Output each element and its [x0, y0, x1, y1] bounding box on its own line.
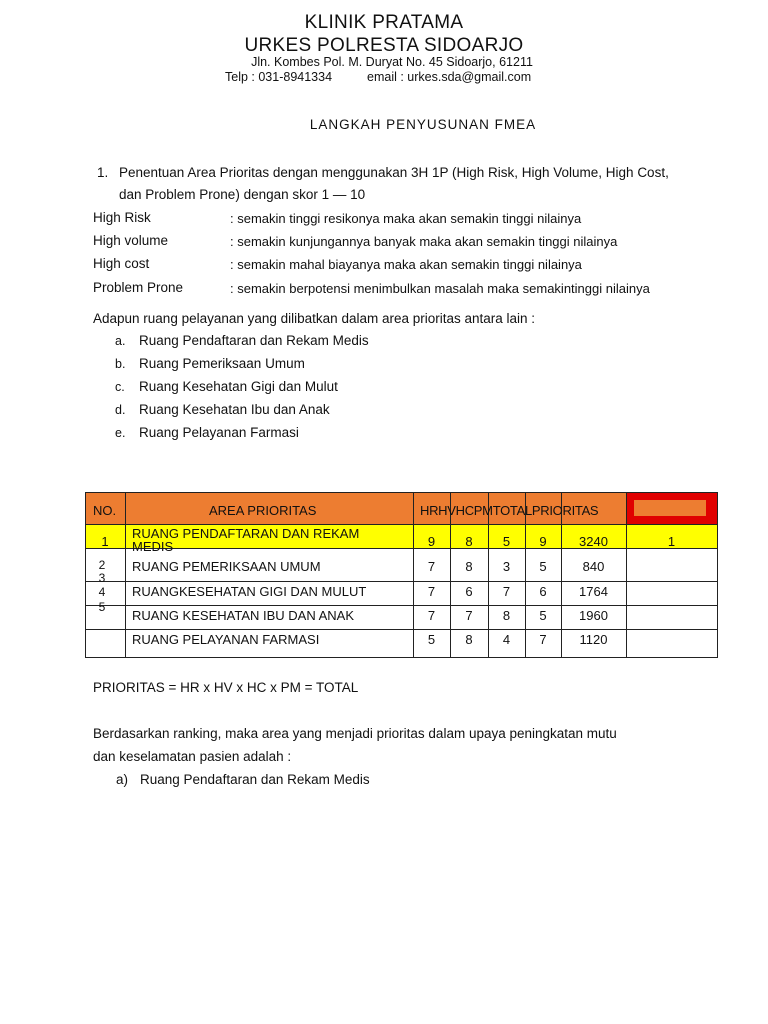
row-pm: 5	[539, 559, 547, 574]
page-heading: LANGKAH PENYUSUNAN FMEA	[309, 117, 537, 132]
row-total: 1764	[579, 584, 608, 599]
row-pm: 5	[539, 608, 547, 623]
service-item: Ruang Pendaftaran dan Rekam Medis	[139, 333, 369, 348]
conclusion-item: Ruang Pendaftaran dan Rekam Medis	[140, 772, 370, 787]
services-intro: Adapun ruang pelayanan yang dilibatkan dalam area prioritas antara lain :	[93, 311, 536, 326]
conclusion-line2: dan keselamatan pasien adalah :	[93, 749, 292, 764]
priority-formula: PRIORITAS = HR x HV x HC x PM = TOTAL	[93, 680, 359, 695]
header-score-columns: HRHVHCPMTOTALPRIORITAS	[420, 503, 599, 518]
step-number: 1.	[97, 165, 109, 180]
service-item: Ruang Pelayanan Farmasi	[139, 425, 299, 440]
def-term-problem-prone: Problem Prone	[93, 280, 184, 295]
service-letter: e.	[115, 426, 126, 440]
def-desc-high-cost: : semakin mahal biayanya maka akan semakin tinggi nilainya	[230, 257, 582, 272]
row-hc: 8	[502, 608, 511, 623]
row-hr: 5	[427, 632, 436, 647]
service-letter: c.	[115, 380, 125, 394]
row-pm: 9	[539, 534, 547, 549]
table-header-band	[85, 492, 718, 524]
row-area: RUANG PELAYANAN FARMASI	[132, 632, 320, 647]
row-no: 3	[98, 571, 106, 585]
priority-table	[85, 492, 718, 658]
row-hc: 3	[502, 559, 511, 574]
row-pm: 7	[539, 632, 547, 647]
row-area: RUANG PENDAFTARAN DAN REKAM MEDIS	[132, 526, 360, 554]
row-hr: 7	[427, 608, 436, 623]
row-total: 1960	[579, 608, 608, 623]
conclusion-line1: Berdasarkan ranking, maka area yang menjadi prioritas dalam upaya peningkatan mutu	[93, 726, 617, 741]
row-hv: 8	[465, 534, 473, 549]
def-term-high-volume: High volume	[93, 233, 169, 248]
row-hv: 6	[465, 584, 473, 599]
row-no: 4	[98, 585, 106, 599]
row-no: 2	[98, 558, 106, 572]
step-text-line2: dan Problem Prone) dengan skor 1 — 10	[119, 187, 366, 202]
service-item: Ruang Kesehatan Ibu dan Anak	[139, 402, 330, 417]
conclusion-item-letter: a)	[116, 772, 129, 787]
header-area: AREA PRIORITAS	[209, 503, 317, 518]
clinic-phone: Telp : 031-8941334	[225, 70, 333, 84]
service-letter: a.	[115, 334, 126, 348]
row-area: RUANG PEMERIKSAAN UMUM	[132, 559, 321, 574]
row-pm: 6	[539, 584, 547, 599]
clinic-address: Jln. Kombes Pol. M. Duryat No. 45 Sidoarjo, 61211	[251, 55, 533, 69]
row-hr: 9	[427, 534, 436, 549]
row-hc: 7	[502, 584, 511, 599]
row-area: RUANGKESEHATAN GIGI DAN MULUT	[132, 584, 367, 599]
row-hv: 8	[465, 632, 473, 647]
table-header-red-inner	[634, 500, 706, 516]
row-area: RUANG KESEHATAN IBU DAN ANAK	[132, 608, 355, 623]
row-hc: 5	[502, 534, 511, 549]
clinic-name: KLINIK PRATAMA	[304, 12, 464, 33]
def-desc-problem-prone: : semakin berpotensi menimbulkan masalah maka semakintinggi nilainya	[230, 281, 650, 296]
service-letter: d.	[115, 403, 126, 417]
row-no: 1	[101, 534, 109, 549]
row-hc: 4	[502, 632, 511, 647]
row-total: 1120	[579, 632, 608, 647]
row-total: 3240	[579, 534, 608, 549]
def-desc-high-volume: : semakin kunjungannya banyak maka akan semakin tinggi nilainya	[230, 234, 618, 249]
clinic-subname: URKES POLRESTA SIDOARJO	[244, 35, 524, 56]
row-hv: 7	[465, 608, 473, 623]
row-hr: 7	[427, 559, 436, 574]
service-letter: b.	[115, 357, 126, 371]
row-hv: 8	[465, 559, 473, 574]
row-hr: 7	[427, 584, 436, 599]
header-no: NO.	[93, 503, 117, 518]
service-item: Ruang Pemeriksaan Umum	[139, 356, 305, 371]
row-total: 840	[582, 559, 605, 574]
step-text-line1: Penentuan Area Prioritas dengan menggunakan 3H 1P (High Risk, High Volume, High Cost,	[119, 165, 669, 180]
service-item: Ruang Kesehatan Gigi dan Mulut	[139, 379, 338, 394]
def-term-high-risk: High Risk	[93, 210, 151, 225]
def-desc-high-risk: : semakin tinggi resikonya maka akan semakin tinggi nilainya	[230, 211, 582, 226]
def-term-high-cost: High cost	[93, 256, 150, 271]
row-no: 5	[98, 600, 106, 614]
clinic-email: email : urkes.sda@gmail.com	[367, 70, 532, 84]
row-prioritas: 1	[667, 534, 676, 549]
